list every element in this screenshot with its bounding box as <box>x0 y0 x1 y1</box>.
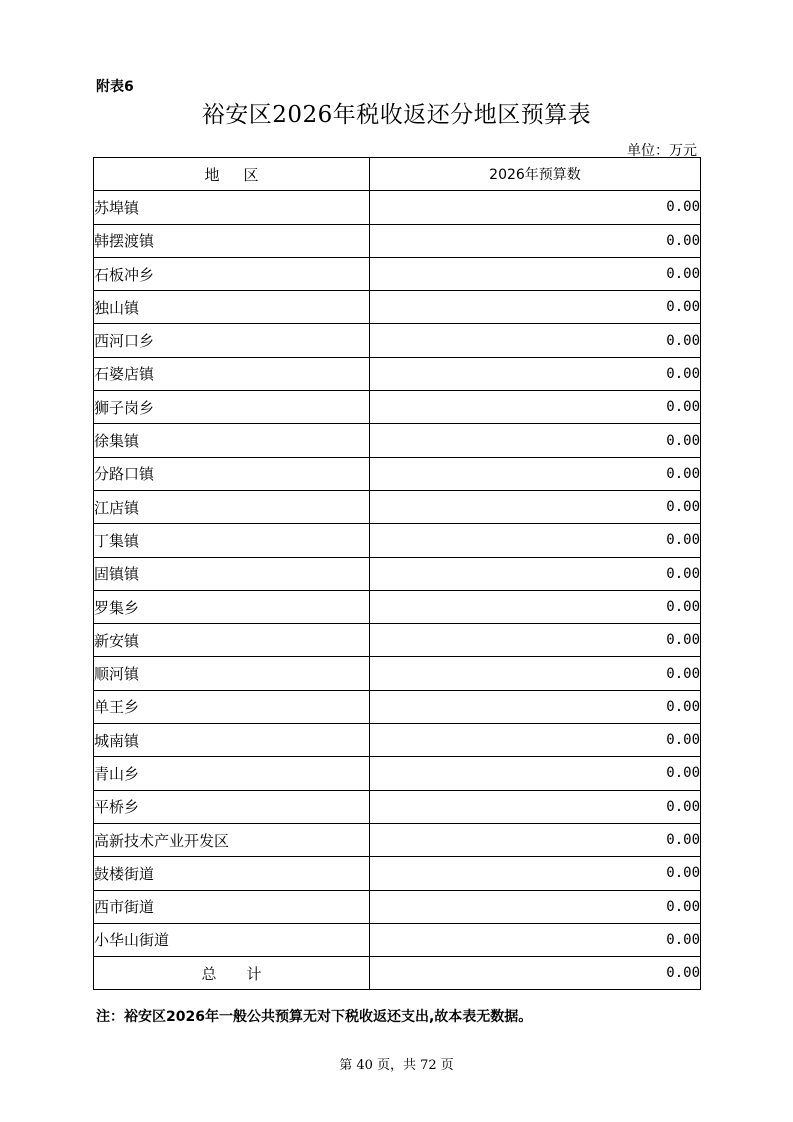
region-budget-value: 0.00 <box>370 757 701 790</box>
region-name: 新安镇 <box>94 624 370 657</box>
region-budget-value: 0.00 <box>370 391 701 424</box>
region-name: 罗集乡 <box>94 590 370 623</box>
page-number: 第 40 页，共 72 页 <box>339 1058 454 1073</box>
table-body <box>94 191 701 957</box>
page-title: 裕安区2026年税收返还分地区预算表 <box>201 102 592 128</box>
table-row <box>94 823 701 856</box>
table-row <box>94 391 701 424</box>
region-budget-value: 0.00 <box>370 557 701 590</box>
total-row <box>94 957 701 990</box>
region-budget-value: 0.00 <box>370 490 701 523</box>
table-row <box>94 857 701 890</box>
table-row <box>94 624 701 657</box>
attachment-label: 附表6 <box>96 79 134 95</box>
region-name: 西河口乡 <box>94 324 370 357</box>
region-name: 丁集镇 <box>94 524 370 557</box>
region-name: 鼓楼街道 <box>94 857 370 890</box>
region-budget-value: 0.00 <box>370 790 701 823</box>
total-value: 0.00 <box>370 957 701 990</box>
table-row <box>94 524 701 557</box>
budget-table <box>93 157 701 990</box>
header-budget: 2026年预算数 <box>370 158 701 191</box>
region-name: 青山乡 <box>94 757 370 790</box>
region-name: 单王乡 <box>94 690 370 723</box>
table-row <box>94 457 701 490</box>
region-budget-value: 0.00 <box>370 890 701 923</box>
header-region: 地区 <box>94 158 370 191</box>
region-budget-value: 0.00 <box>370 191 701 224</box>
region-budget-value: 0.00 <box>370 324 701 357</box>
table-row <box>94 291 701 324</box>
region-budget-value: 0.00 <box>370 690 701 723</box>
region-name: 西市街道 <box>94 890 370 923</box>
table-row <box>94 724 701 757</box>
region-budget-value: 0.00 <box>370 291 701 324</box>
region-name: 苏埠镇 <box>94 191 370 224</box>
table-row <box>94 757 701 790</box>
region-budget-value: 0.00 <box>370 724 701 757</box>
table-header-row <box>94 158 701 191</box>
table-row <box>94 191 701 224</box>
table-row <box>94 690 701 723</box>
region-name: 顺河镇 <box>94 657 370 690</box>
table-row <box>94 257 701 290</box>
unit-label: 单位：万元 <box>627 143 697 159</box>
region-name: 狮子岗乡 <box>94 391 370 424</box>
region-name: 高新技术产业开发区 <box>94 823 370 856</box>
region-budget-value: 0.00 <box>370 457 701 490</box>
region-name: 固镇镇 <box>94 557 370 590</box>
region-budget-value: 0.00 <box>370 923 701 956</box>
table-row <box>94 790 701 823</box>
region-name: 独山镇 <box>94 291 370 324</box>
region-budget-value: 0.00 <box>370 357 701 390</box>
region-budget-value: 0.00 <box>370 224 701 257</box>
region-name: 平桥乡 <box>94 790 370 823</box>
region-budget-value: 0.00 <box>370 524 701 557</box>
region-name: 石婆店镇 <box>94 357 370 390</box>
table-row <box>94 657 701 690</box>
total-label: 总计 <box>94 957 370 990</box>
region-name: 韩摆渡镇 <box>94 224 370 257</box>
table-row <box>94 590 701 623</box>
table-row <box>94 224 701 257</box>
region-budget-value: 0.00 <box>370 657 701 690</box>
region-budget-value: 0.00 <box>370 857 701 890</box>
table-row <box>94 890 701 923</box>
table-row <box>94 357 701 390</box>
region-name: 小华山街道 <box>94 923 370 956</box>
table-row <box>94 923 701 956</box>
region-budget-value: 0.00 <box>370 624 701 657</box>
region-name: 分路口镇 <box>94 457 370 490</box>
region-name: 城南镇 <box>94 724 370 757</box>
region-budget-value: 0.00 <box>370 257 701 290</box>
region-name: 徐集镇 <box>94 424 370 457</box>
table-row <box>94 324 701 357</box>
table-row <box>94 490 701 523</box>
region-budget-value: 0.00 <box>370 590 701 623</box>
region-budget-value: 0.00 <box>370 424 701 457</box>
footnote: 注：裕安区2026年一般公共预算无对下税收返还支出,故本表无数据。 <box>96 1009 533 1025</box>
table-row <box>94 424 701 457</box>
region-name: 石板冲乡 <box>94 257 370 290</box>
region-name: 江店镇 <box>94 490 370 523</box>
table-row <box>94 557 701 590</box>
region-budget-value: 0.00 <box>370 823 701 856</box>
